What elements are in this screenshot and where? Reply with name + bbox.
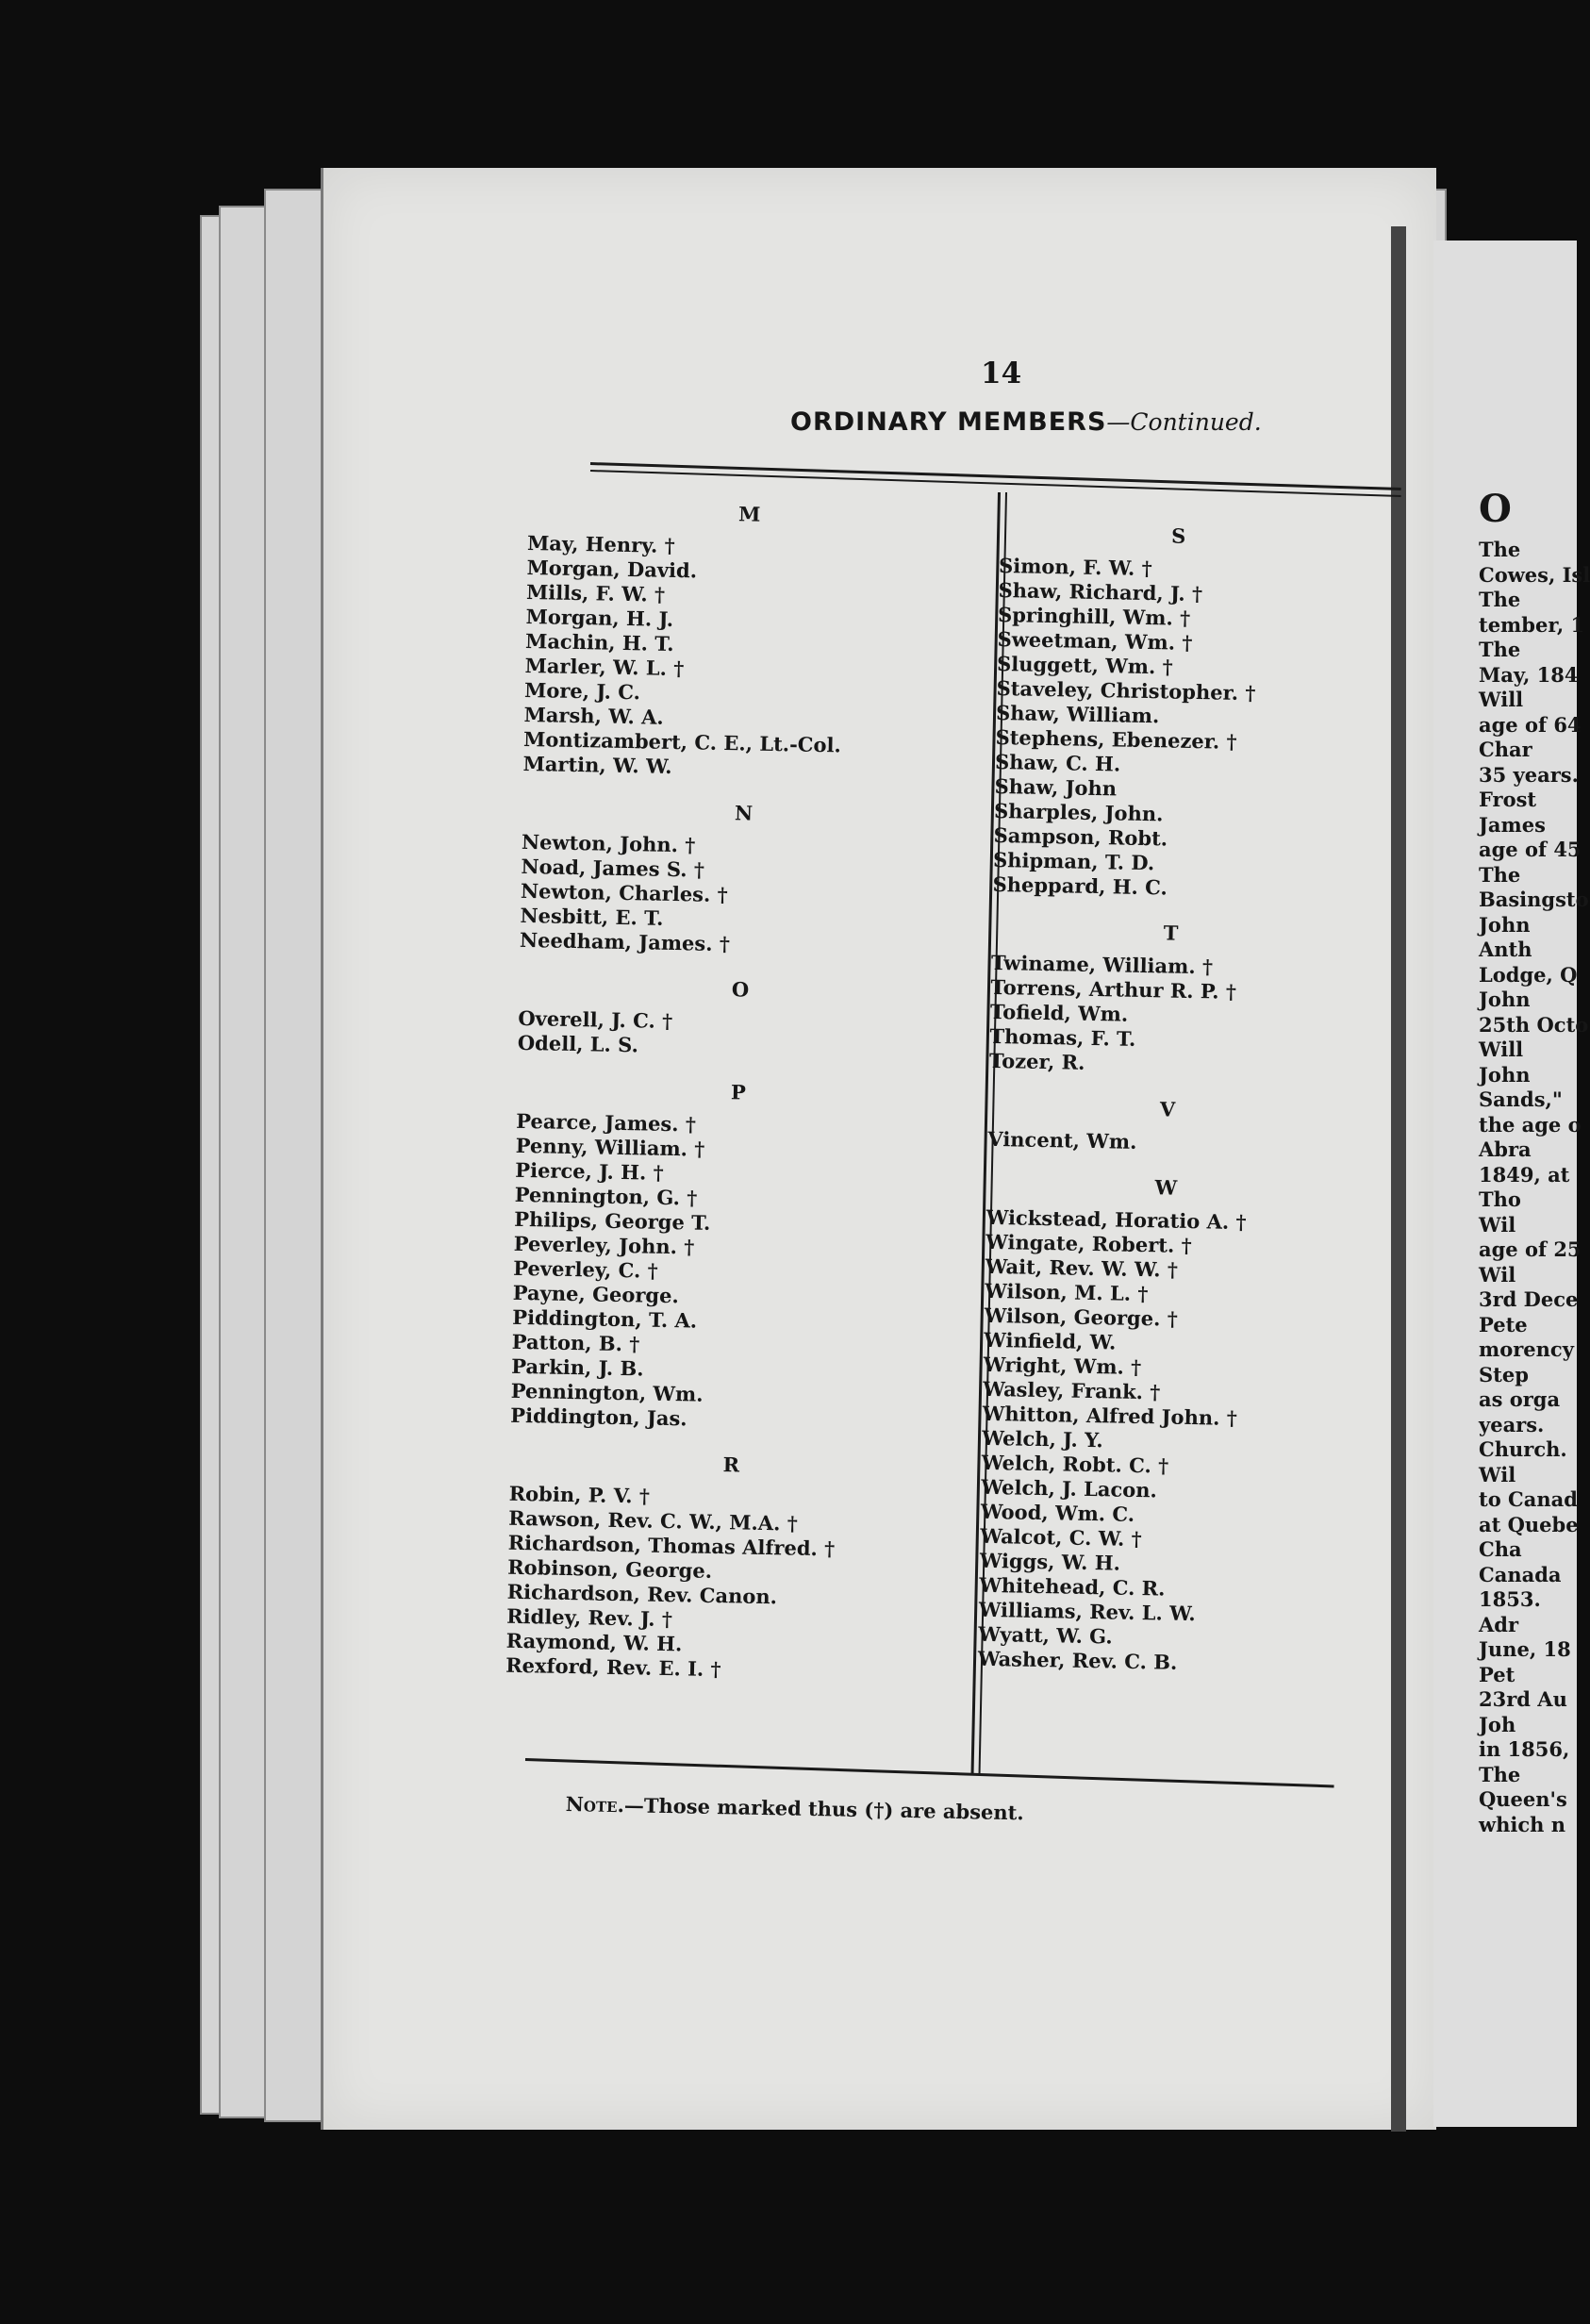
member-name: Wright, Wm. †: [983, 1352, 1142, 1380]
member-name: Noad, James S. †: [521, 854, 705, 882]
facing-page-line: tember, 1: [1479, 612, 1585, 637]
member-name: Marsh, W. A.: [523, 702, 664, 729]
member-name: Welch, Robt. C. †: [981, 1450, 1169, 1478]
member-name: Peverley, John. †: [513, 1231, 695, 1259]
member-name: Robinson, George.: [506, 1554, 713, 1583]
member-name: Pierce, J. H. †: [515, 1157, 664, 1185]
member-name: Shaw, William.: [995, 700, 1160, 728]
facing-page-line: Anth: [1479, 938, 1532, 961]
facing-page-line: 3rd Dece: [1479, 1287, 1579, 1311]
member-name: Walcot, C. W. †: [980, 1523, 1142, 1552]
section-letter-w: W: [1154, 1175, 1178, 1200]
member-name: Pennington, Wm.: [510, 1378, 704, 1406]
member-name: Ridley, Rev. J. †: [506, 1603, 673, 1632]
member-name: Staveley, Christopher. †: [996, 675, 1256, 706]
member-name: Wait, Rev. W. W. †: [985, 1253, 1179, 1282]
member-name: Torrens, Arthur R. P. †: [990, 974, 1237, 1004]
member-name: Sampson, Robt.: [993, 822, 1168, 851]
member-name: Welch, J. Y.: [982, 1425, 1103, 1452]
facing-page-text: [1479, 481, 1590, 1837]
heading-continued: —Continued.: [1106, 408, 1262, 436]
member-name: Pearce, James. †: [516, 1108, 697, 1137]
member-name: Needham, James. †: [519, 927, 731, 956]
member-name: Winfield, W.: [984, 1327, 1117, 1354]
section-letter-v: V: [1159, 1097, 1176, 1121]
section-letter-o: O: [731, 977, 750, 1002]
section-letter-r: R: [722, 1452, 740, 1477]
member-name: Rexford, Rev. E. I. †: [505, 1652, 721, 1682]
member-name: Twiname, William. †: [990, 950, 1214, 979]
member-name: Penny, William. †: [515, 1133, 705, 1161]
facing-page-line: James: [1479, 812, 1546, 837]
member-name: Thomas, F. T.: [989, 1023, 1136, 1051]
member-name: Wasley, Frank. †: [983, 1376, 1161, 1404]
member-name: Richardson, Thomas Alfred. †: [507, 1530, 836, 1561]
facing-page-line: morency: [1479, 1337, 1574, 1361]
facing-page-line: Basingsto: [1479, 888, 1589, 911]
member-name: Wilson, George. †: [984, 1303, 1178, 1331]
member-name: Newton, Charles. †: [520, 878, 728, 907]
member-name: Tofield, Wm.: [989, 999, 1129, 1026]
facing-page-line: Char: [1479, 738, 1532, 761]
facing-page-line: as orga: [1479, 1387, 1561, 1411]
member-name: Payne, George.: [512, 1280, 680, 1308]
facing-page-line: 1853.: [1479, 1587, 1541, 1611]
member-name: Welch, J. Lacon.: [981, 1474, 1158, 1502]
facing-page-line: Step: [1479, 1362, 1529, 1386]
facing-page-line: age of 64: [1479, 712, 1582, 737]
facing-page-line: The: [1479, 862, 1521, 887]
facing-page-line: Church.: [1479, 1437, 1567, 1461]
book-gutter: [1391, 226, 1406, 2132]
facing-page-line: Will: [1479, 1038, 1524, 1061]
left-column: [505, 498, 971, 1686]
facing-page-line: The: [1479, 588, 1521, 611]
member-name: Parkin, J. B.: [511, 1353, 644, 1381]
facing-page-line: Queen's: [1479, 1787, 1567, 1811]
page-number: 14: [981, 357, 1022, 390]
facing-page-line: The: [1479, 538, 1521, 561]
facing-page-line: Wil: [1479, 1462, 1516, 1486]
member-name: Simon, F. W. †: [998, 553, 1152, 581]
member-name: Rawson, Rev. C. W., M.A. †: [507, 1505, 798, 1536]
facing-page-line: Cowes, Isl: [1479, 562, 1590, 587]
member-name: Richardson, Rev. Canon.: [506, 1579, 778, 1609]
facing-page-line: Lodge, Q: [1479, 962, 1578, 987]
facing-page-line: O: [1479, 487, 1512, 531]
member-name: Montizambert, C. E., Lt.-Col.: [522, 726, 842, 757]
member-name: Wilson, M. L. †: [985, 1278, 1149, 1306]
member-name: Sluggett, Wm. †: [996, 651, 1173, 679]
member-name: Raymond, W. H.: [505, 1628, 683, 1656]
member-name: Wiggs, W. H.: [979, 1548, 1121, 1575]
member-name: Vincent, Wm.: [987, 1126, 1137, 1154]
member-name: Robin, P. V. †: [508, 1481, 651, 1508]
member-name: Whitehead, C. R.: [979, 1572, 1166, 1601]
member-name: May, Henry. †: [526, 530, 675, 557]
facing-page-line: Adr: [1479, 1612, 1519, 1636]
member-name: Patton, B. †: [511, 1329, 640, 1356]
section-letter-s: S: [1170, 523, 1186, 548]
member-name: Wood, Wm. C.: [980, 1499, 1135, 1526]
heading-title: ORDINARY MEMBERS: [790, 407, 1107, 437]
member-name: Odell, L. S.: [517, 1030, 639, 1057]
member-name: Philips, George T.: [514, 1206, 711, 1235]
member-name: Machin, H. T.: [524, 628, 674, 656]
facing-page-line: Cha: [1479, 1537, 1522, 1561]
facing-page-line: Pete: [1479, 1312, 1528, 1336]
facing-page-line: years.: [1479, 1412, 1545, 1436]
member-name: Shipman, T. D.: [992, 847, 1155, 875]
member-name: Springhill, Wm. †: [997, 602, 1191, 630]
member-name: More, J. C.: [523, 677, 641, 705]
member-name: Sheppard, H. C.: [992, 872, 1168, 900]
right-column: [978, 521, 1358, 1678]
facing-page-line: John: [1479, 1062, 1531, 1087]
member-name: Overell, J. C. †: [518, 1005, 673, 1034]
member-name: Shaw, C. H.: [994, 749, 1121, 776]
facing-page-line: 1849, at: [1479, 1162, 1570, 1187]
section-letter-m: M: [737, 502, 761, 526]
member-name: Marler, W. L. †: [524, 653, 685, 681]
member-name: Nesbitt, E. T.: [520, 903, 664, 930]
facing-page-line: The: [1479, 1762, 1521, 1786]
facing-page: [1433, 241, 1590, 2127]
member-name: Piddington, Jas.: [510, 1403, 687, 1431]
section-heading: [790, 407, 1262, 437]
facing-page-line: Joh: [1479, 1712, 1516, 1736]
member-name: Williams, Rev. L. W.: [978, 1597, 1196, 1626]
facing-page-line: Wil: [1479, 1262, 1516, 1286]
member-name: Shaw, John: [994, 773, 1118, 801]
facing-page-line: John: [1479, 912, 1531, 937]
facing-page-line: 35 years.: [1479, 762, 1579, 787]
facing-page-line: Abra: [1479, 1137, 1532, 1161]
facing-page-line: Pet: [1479, 1662, 1515, 1686]
footnote-text: —Those marked thus (†) are absent.: [623, 1793, 1024, 1825]
member-name: Piddington, T. A.: [512, 1304, 698, 1333]
facing-page-line: Tho: [1479, 1187, 1521, 1211]
facing-page-line: the age o: [1479, 1112, 1582, 1137]
section-letter-p: P: [730, 1080, 747, 1104]
facing-page-line: to Canad: [1479, 1487, 1578, 1511]
member-name: Sweetman, Wm. †: [997, 626, 1193, 655]
facing-page-line: 23rd Au: [1479, 1687, 1567, 1711]
member-name: Mills, F. W. †: [525, 579, 666, 606]
member-name: Whitton, Alfred John. †: [982, 1401, 1237, 1431]
member-name: Wyatt, W. G.: [978, 1621, 1113, 1649]
member-name: Wingate, Robert. †: [985, 1229, 1192, 1258]
member-name: Washer, Rev. C. B.: [977, 1646, 1178, 1674]
section-letter-t: T: [1163, 921, 1179, 945]
member-name: Wickstead, Horatio A. †: [985, 1204, 1247, 1235]
footnote-label: Note.: [565, 1792, 625, 1818]
member-name: Stephens, Ebenezer. †: [995, 724, 1237, 754]
facing-page-line: Will: [1479, 688, 1524, 711]
facing-page-line: age of 25: [1479, 1237, 1582, 1261]
facing-page-line: John: [1479, 988, 1531, 1011]
member-name: Martin, W. W.: [522, 751, 672, 778]
facing-page-line: which n: [1479, 1812, 1565, 1836]
member-name: Sharples, John.: [993, 798, 1164, 826]
facing-page-line: 25th Octo: [1479, 1012, 1589, 1037]
member-name: Newton, John. †: [521, 829, 696, 857]
facing-page-line: at Quebe: [1479, 1512, 1579, 1536]
member-name: Peverley, C. †: [513, 1255, 658, 1283]
facing-page-line: Canada: [1479, 1562, 1562, 1586]
member-name: Shaw, Richard, J. †: [998, 577, 1203, 606]
member-name: Tozer, R.: [988, 1048, 1085, 1074]
facing-page-line: May, 184: [1479, 662, 1579, 687]
facing-page-line: Sands,": [1479, 1087, 1563, 1111]
facing-page-line: June, 18: [1479, 1637, 1571, 1661]
facing-page-line: The: [1479, 638, 1521, 661]
section-letter-n: N: [734, 801, 754, 825]
facing-page-line: Wil: [1479, 1212, 1516, 1237]
member-name: Pennington, G. †: [514, 1182, 698, 1210]
facing-page-line: Frost: [1479, 788, 1537, 811]
facing-page-line: age of 45: [1479, 838, 1582, 861]
member-name: Morgan, H. J.: [525, 604, 674, 631]
facing-page-line: in 1856,: [1479, 1737, 1570, 1761]
member-name: Morgan, David.: [526, 555, 698, 583]
